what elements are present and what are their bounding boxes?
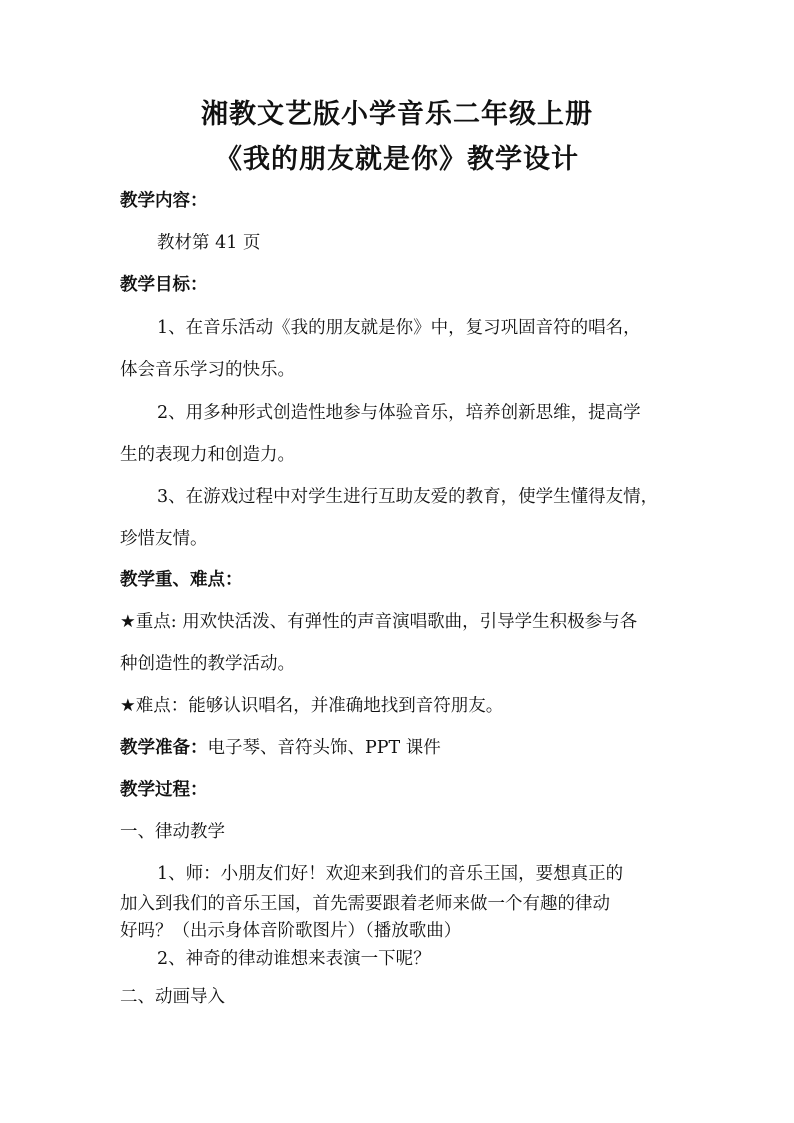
section-1-title: 一、律动教学 [120,822,225,842]
goal-3-line-1: 3、在游戏过程中对学生进行互助友爱的教育，使学生懂得友情， [157,487,659,507]
star-icon: ★ [120,696,136,716]
key-point-text: 用欢快活泼、有弹性的声音演唱歌曲，引导学生积极参与各 [182,612,638,632]
section-1-para-1-line-2: 加入到我们的音乐王国，首先需要跟着老师来做一个有趣的律动 [120,894,610,914]
star-icon: ★ [120,612,136,632]
title-line-1: 湘教文艺版小学音乐二年级上册 [201,99,593,130]
keypoints-heading: 教学重、难点： [120,570,243,590]
section-1-para-2: 2、神奇的律动谁想来表演一下呢？ [157,949,431,969]
prep-heading: 教学准备： [120,738,208,758]
prep-text: 电子琴、音符头饰、PPT 课件 [207,738,441,758]
goal-2-line-1: 2、用多种形式创造性地参与体验音乐，培养创新思维，提高学 [157,403,641,423]
section-1-para-1-line-1: 1、师：小朋友们好！欢迎来到我们的音乐王国，要想真正的 [157,864,624,884]
section-1-para-1-line-3: 好吗？（出示身体音阶歌图片）（播放歌曲） [120,921,462,941]
prep-line [120,736,441,760]
goals-heading: 教学目标： [120,275,208,295]
content-heading: 教学内容： [120,191,208,211]
difficulty-line [120,694,503,718]
difficulty-text: 能够认识唱名，并准确地找到音符朋友。 [188,696,504,716]
key-point-line-1 [120,610,637,634]
process-heading: 教学过程： [120,780,208,800]
goal-2-line-2: 生的表现力和创造力。 [120,445,295,465]
section-2-title: 二、动画导入 [120,987,225,1007]
difficulty-label: 难点： [135,696,189,716]
content-text: 教材第 41 页 [157,233,261,253]
goal-3-line-2: 珍惜友情。 [120,529,208,549]
key-point-label: 重点: [135,612,177,632]
goal-1-line-2: 体会音乐学习的快乐。 [120,360,295,380]
key-point-line-2: 种创造性的教学活动。 [120,654,295,674]
goal-1-line-1: 1、在音乐活动《我的朋友就是你》中，复习巩固音符的唱名， [157,318,641,338]
title-line-2: 《我的朋友就是你》教学设计 [215,144,579,175]
